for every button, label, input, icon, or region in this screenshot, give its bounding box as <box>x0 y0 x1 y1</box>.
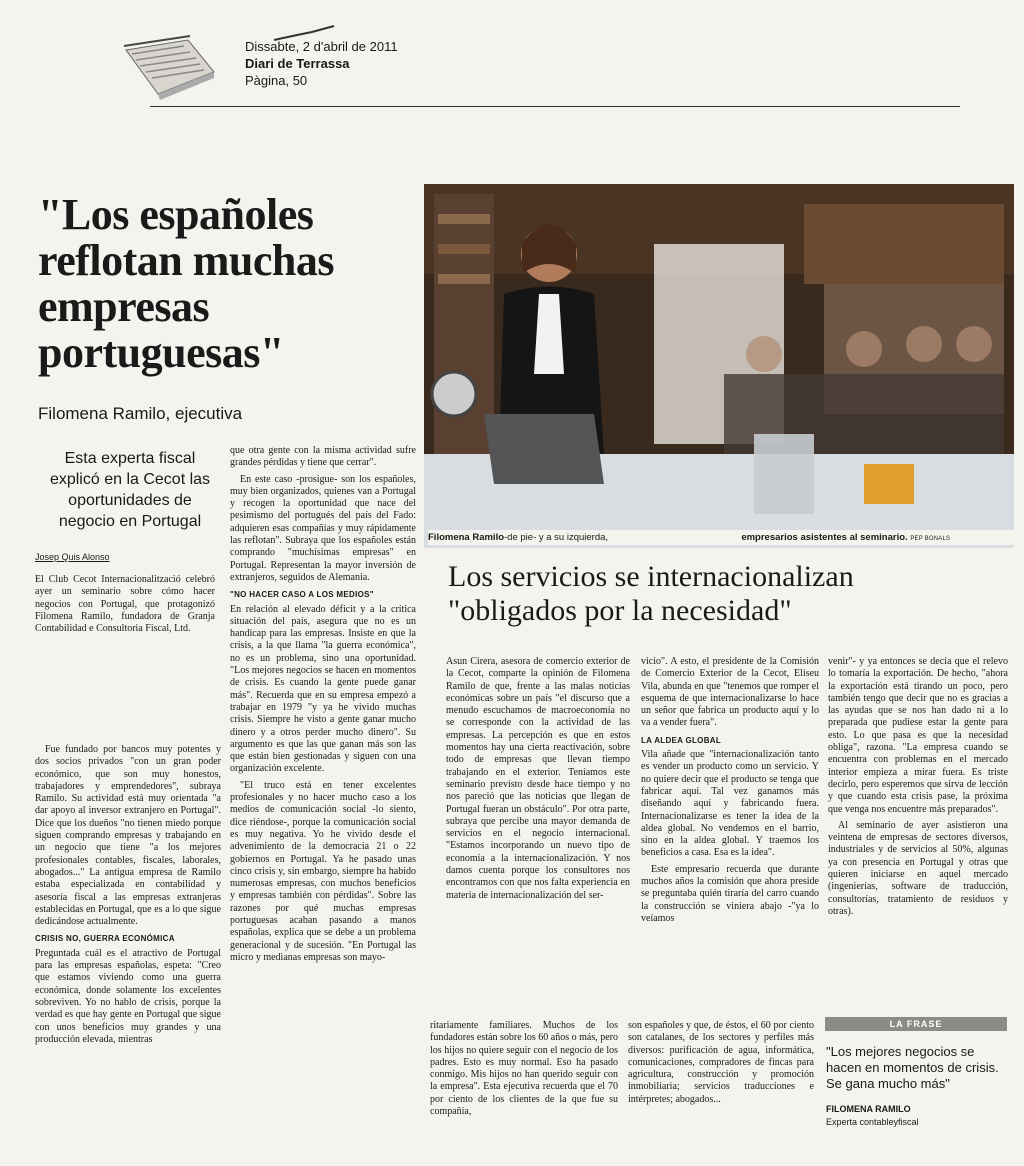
article-column-3 <box>430 1020 618 1122</box>
article-paragraph: En este caso -prosigue- son los españoles, muy bien organizados, quienes van a Portugal y recogen la oportunidad que nace del pesimismo del portugués del país del Fado: adquieren esas compañías y muy rápidamente las reflotan". Subraya que los españoles están comprando "muchísimas empresas" en Portugal. Representan la mayor inversión de extranjeros, seguidos de Alemania. <box>230 473 416 583</box>
article-photo <box>424 184 1014 548</box>
article-headline: "Los españoles reflotan muchas empresas portuguesas" <box>38 190 335 377</box>
article-author: Josep Quis Alonso <box>35 552 110 562</box>
photo-caption <box>428 530 1018 545</box>
article-paragraph: son españoles y que, de éstos, el 60 por ciento son catalanes, de los sectores y perfiles más diversos: purificación de agua, informática, comunicaciones, compradores de fincas para agricultura, construcción y promoción inmobiliaria; servicios traducciones e intérpretes; abogados... <box>628 1020 814 1105</box>
article-intro: El Club Cecot Internacionalització celebró ayer un seminario sobre cómo hacer negocios con Portugal, que protagonizó Filomena Ramilo, fundadora de Granja Contabilidad e Consultoria Fiscal, Ltd. <box>35 574 215 635</box>
article-paragraph: Preguntada cuál es el atractivo de Portugal para las empresas españolas, espeta: "Creo que estamos viviendo como una guerra económica, donde solamente los excelentes sobreviven. Yo no hablo de crisis, porque la verdad es que hay gente en Portugal que sigue con unos beneficios muy grandes y una producción elevada, mientras <box>35 947 221 1045</box>
masthead-date: Dissabte, 2 d'abril de 2011 <box>245 39 398 54</box>
article-subheadline: Esta experta fiscal explicó en la Cecot las oportunidades de negocio en Portugal <box>49 450 211 530</box>
article-byline: Filomena Ramilo, ejecutiva <box>38 404 243 423</box>
photo-illustration <box>424 184 1014 548</box>
caption-middle: -de pie- y a su izquierda, <box>504 532 609 543</box>
sidebar-paragraph: Este empresario recuerda que durante muchos años la comisión que ahora preside se preguntaba quién tiraría del carro cuando la construcción se viniera abajo -"ya lo veíamos <box>641 863 819 924</box>
sidebar-column-c <box>828 656 1008 922</box>
sidebar-headline: Los servicios se internacionalizan "obligados por la necesidad" <box>448 560 854 627</box>
article-column-1a <box>35 574 215 639</box>
article-paragraph: que otra gente con la misma actividad sufre grandes pérdidas y tiene que cerrar". <box>230 445 416 469</box>
sidebar-subhead: LA ALDEA GLOBAL <box>641 735 722 745</box>
sidebar-paragraph: Vila añade que "internacionalización tanto es vender un producto como un servicio. Y no quiere decir que el producto se tenga que fabricar aquí. Tal vez ganamos más diseñando aquí y fabricando fuera. Internacionalizarse es tener la idea de la aldea global. No vendemos en el barrio, sino en la aldea global. Y traemos los beneficios a casa. Esa es la idea". <box>641 749 819 859</box>
article-paragraph: ritariamente familiares. Muchos de los fundadores están sobre los 60 años o más, pero los hijos no quiere seguir con el negocio de los padres. Esto es muy normal. Eso ha pasado conmigo. Mis hijos no han querido seguir con la empresa". Esta ejecutiva recuerda que el 70 por ciento de los clientes de la que fue su compañía, <box>430 1020 619 1118</box>
sidebar-column-a <box>446 656 630 906</box>
masthead-page: Pàgina, 50 <box>245 73 308 88</box>
article-subhead: "NO HACER CASO A LOS MEDIOS" <box>230 590 374 600</box>
photo-credit: PEP BONALS <box>910 536 951 542</box>
article-paragraph: Fue fundado por bancos muy potentes y dos socios privados "con un gran poder económico, que son muy honestos, trabajadores y emprendedores", subraya Ramilo. Su actividad está muy orientada "a dar apoyo al inversor extranjero en Portugal". Dice que los dueños "no tienen miedo porque siguen comprando empresas y trabajando en un negocio que tiene "a los mejores profesionales contables, fiscales, laborales, abogados..." La antigua empresa de Ramilo estaba especializada en contabilidad y asesoría fiscal a las empresas extranjeras establecidas en Portugal, que es a lo que sigue dedicándose actualmente. <box>35 744 221 928</box>
frase-role: Experta contableyfiscal <box>826 1117 919 1127</box>
caption-lead: Filomena Ramilo <box>428 532 505 543</box>
article-column-1b <box>35 744 221 1050</box>
article-paragraph: En relación al elevado déficit y a la crítica situación del país, asegura que no es un handicap para las empresas. Insiste en que la crisis, a la que llama "la guerra económica", no es un problema, sino una oportunidad. "Los mejores negocios se hacen en momentos de crisis. Es cuando la gente puede ganar más". Recuerda que en su empresa empezó a trabajar en 1979 "y ya he vivido muchas crisis. Siempre he visto a gente ganar mucho dinero y a otros perder mucho dinero". Su argumento es que las que ganan más son las que están bien gestionadas y siguen con una organización excelente. <box>230 603 416 775</box>
sidebar-paragraph: vicio". A esto, el presidente de la Comisión de Comercio Exterior de la Cecot, Eliseu Vila, abunda en que "tenemos que romper el esquema de que internacionalizarse lo hace un señor que fabrica un producto aquí y lo va a vender fuera". <box>641 656 819 729</box>
frase-quote: "Los mejores negocios se hacen en momentos de crisis. Se gana mucho más" <box>826 1044 999 1091</box>
newspaper-icon <box>118 22 218 100</box>
article-subhead: CRISIS NO, GUERRA ECONÓMICA <box>35 934 175 944</box>
article-column-2 <box>230 445 416 968</box>
sidebar-paragraph: Asun Cirera, asesora de comercio exterior de la Cecot, comparte la opinión de Filomena Ramilo de que, frente a las malas noticias económicas sobre un país "el discurso que a menudo escuchamos de macroeconomía no se corresponde con la actividad de las empresas. La percepción es que en estos momentos hay una cierta reactivación, sobre todo de empresas que llevan tiempo trabajando en el exterior. Teníamos este seminario previsto desde hace tiempo y no nos pareció que las noticias que llegan de Portugal fueran un obstáculo". Por otra parte, subraya que percibe una mayor demanda de servicios en el negocio internacional. "Estamos incorporando un nuevo tipo de economía a la internacionalización. Y nos damos cuenta porque los consultores nos encontramos con que nos falta experiencia en materia de internacionalización del ser- <box>446 656 630 901</box>
caption-end: empresarios asistentes al seminario. <box>741 532 908 543</box>
sidebar-column-b <box>641 656 819 929</box>
frase-label: LA FRASE <box>825 1017 1007 1031</box>
sidebar-paragraph: venir"- y ya entonces se decía que el relevo lo tomaría la exportación. De hecho, "ahora la exportación está tirando un poco, pero también tengo que decir que no es gracias a las ayudas que se nos han dado ni a lo preparada que pudiese estar la gente para esto. Lo que pasa es que la necesidad obliga", razona. "La empresa cuando se encuentra con problemas en el mercado interior empieza a mirar fuera. Es triste decirlo, pero esperemos que sirva de lección y que cuando esta crisis pase, la próxima que venga nos encuentre más preparados". <box>828 656 1008 815</box>
sidebar-paragraph: Al seminario de ayer asistieron una veintena de empresas de sectores diversos, industriales y de servicios al 50%, algunas ya con presencia en Portugal y otras que quieren iniciarse en aquel mercado (ingenierías, software de traducción, consultorías, tratamiento de residuos y otras). <box>828 819 1008 917</box>
article-paragraph: "El truco está en tener excelentes profesionales y no hacer mucho caso a los medios de comunicación social -lo siento, dice riéndose-, porque la comunicación social es muy negativa. Yo he vivido desde el advenimiento de la democracia 21 o 22 gobiernos en Portugal. Ya he pasado unas cinco crisis y, sin embargo, siempre ha habido numerosas empresas, con muchos beneficios y empresas también con pérdidas". Sobre las razones por qué muchas empresas portuguesas acaban pasando a manos españolas, explica que se debe a un problema generacional y de sucesión. "En Portugal las micro y medianas empresas son mayo- <box>230 779 416 963</box>
article-column-4 <box>628 1020 814 1110</box>
frase-name: FILOMENA RAMILO <box>826 1104 911 1114</box>
masthead-newspaper: Diari de Terrassa <box>245 56 350 71</box>
masthead-divider <box>150 106 960 107</box>
